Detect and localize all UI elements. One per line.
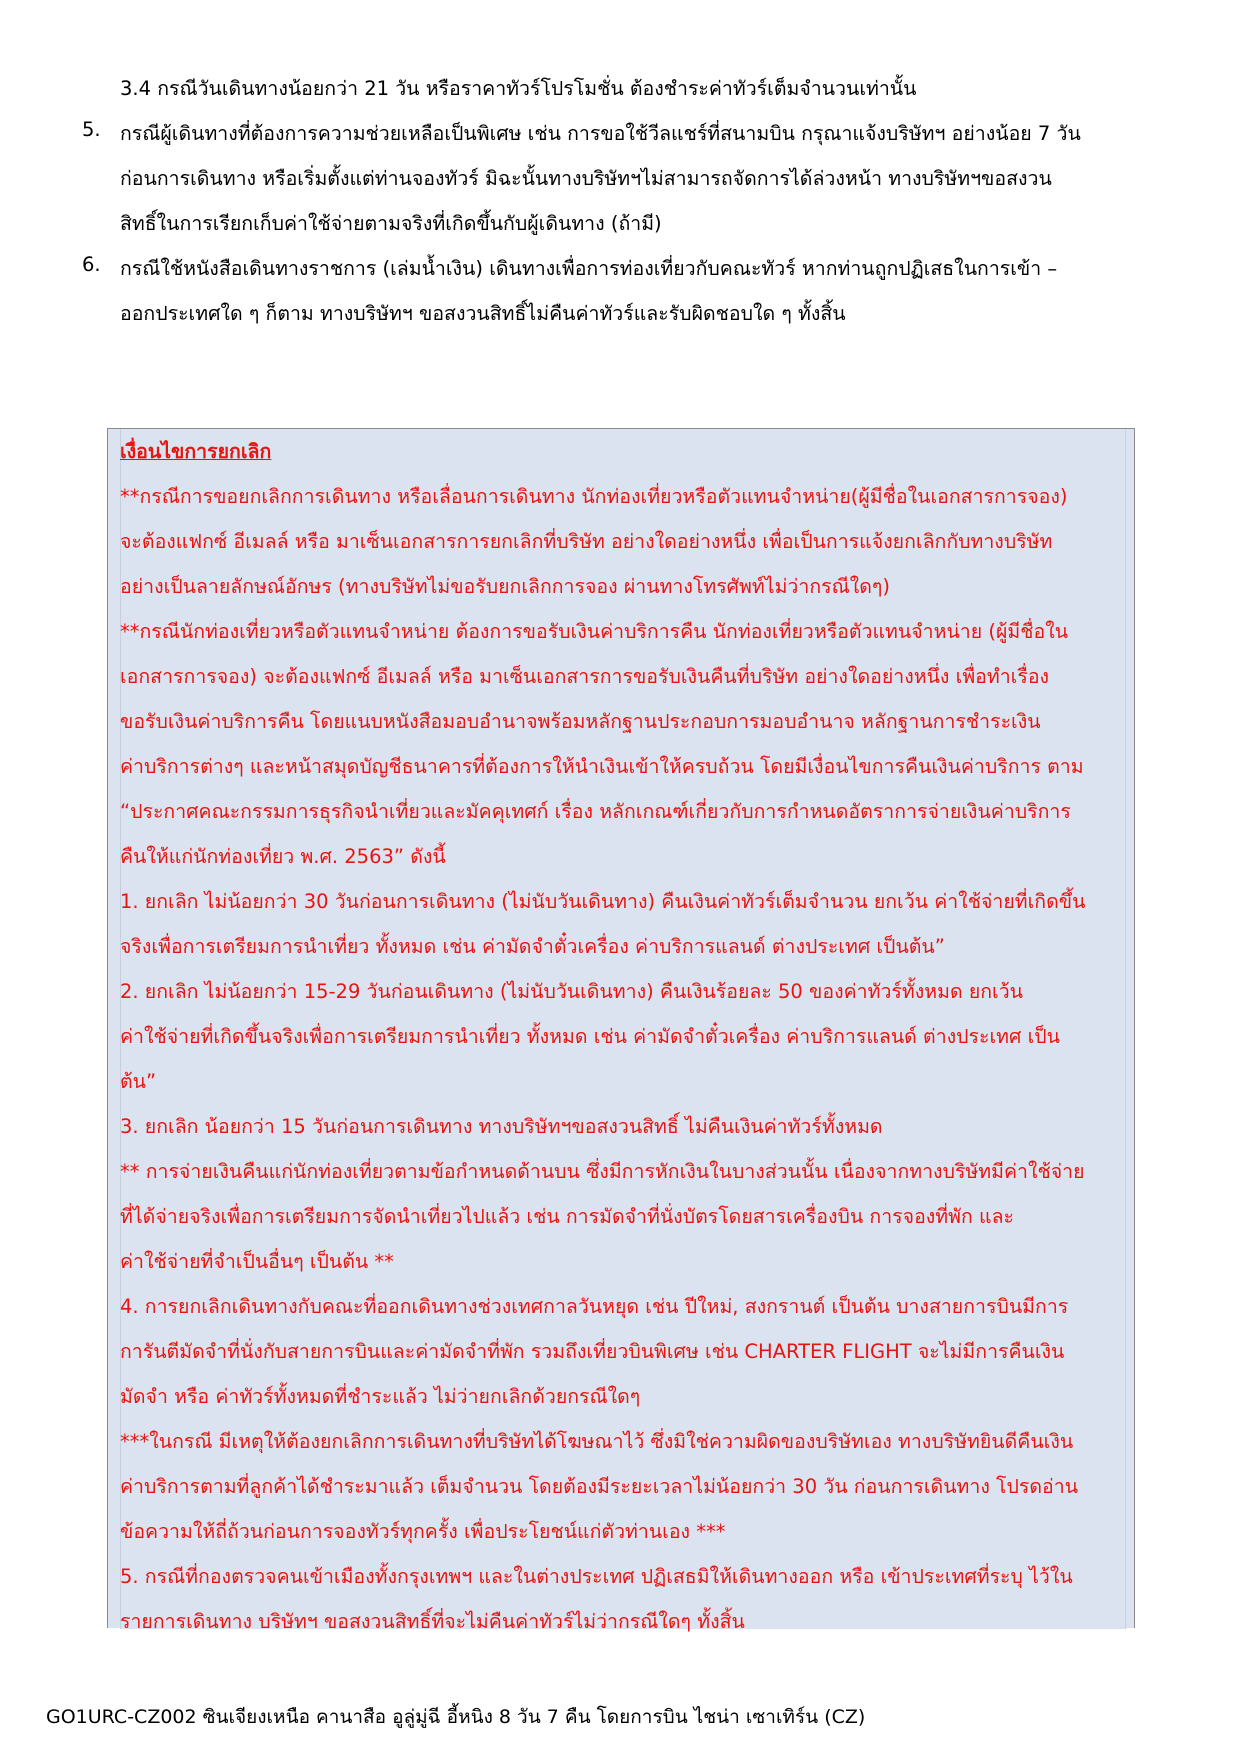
- cancellation-line: “ประกาศคณะกรรมการธุรกิจนำเที่ยวและมัคคุเทศก์ เรื่อง หลักเกณฑ์เกี่ยวกับการกำหนดอัตราการจ่ายเงินค่าบริการ: [120, 800, 1071, 823]
- item-5-line: ก่อนการเดินทาง หรือเริ่มตั้งแต่ท่านจองทัวร์ มิฉะนั้นทางบริษัทฯไม่สามารถจัดการได้ล่วงหน้า ทางบริษัทฯขอสงวน: [120, 167, 1052, 190]
- cancellation-line: มัดจำ หรือ ค่าทัวร์ทั้งหมดที่ชำระแล้ว ไม่ว่ายกเลิกด้วยกรณีใดๆ: [120, 1385, 641, 1408]
- item-3-4: 3.4 กรณีวันเดินทางน้อยกว่า 21 วัน หรือราคาทัวร์โปรโมชั่น ต้องชำระค่าทัวร์เต็มจำนวนเท่านั้น: [120, 77, 917, 100]
- cancellation-line: ค่าใช้จ่ายที่เกิดขึ้นจริงเพื่อการเตรียมการนำเที่ยว ทั้งหมด เช่น ค่ามัดจำตั๋วเครื่อง ค่าบริการแลนด์ ต่างประเทศ เป็น: [120, 1025, 1060, 1048]
- item-5-line: กรณีผู้เดินทางที่ต้องการความช่วยเหลือเป็นพิเศษ เช่น การขอใช้วีลแชร์ที่สนามบิน กรุณาแจ้งบริษัทฯ อย่างน้อย 7 วัน: [120, 122, 1081, 145]
- cancellation-line: เอกสารการจอง) จะต้องแฟกซ์ อีเมลล์ หรือ มาเซ็นเอกสารการขอรับเงินคืนที่บริษัท อย่างใดอย่างหนึ่ง เพื่อทำเรื่อง: [120, 665, 1050, 688]
- cancellation-line: จริงเพื่อการเตรียมการนำเที่ยว ทั้งหมด เช่น ค่ามัดจำตั๋วเครื่อง ค่าบริการแลนด์ ต่างประเทศ เป็นต้น”: [120, 935, 945, 958]
- cancellation-line: 4. การยกเลิกเดินทางกับคณะที่ออกเดินทางช่วงเทศกาลวันหยุด เช่น ปีใหม่, สงกรานต์ เป็นต้น บางสายการบินมีการ: [120, 1295, 1069, 1318]
- cancellation-line: 1. ยกเลิก ไม่น้อยกว่า 30 วันก่อนการเดินทาง (ไม่นับวันเดินทาง) คืนเงินค่าทัวร์เต็มจำนวน ยกเว้น ค่าใช้จ่ายที่เกิดขึ้น: [120, 890, 1086, 913]
- cancellation-line: ค่าใช้จ่ายที่จำเป็นอื่นๆ เป็นต้น **: [120, 1250, 394, 1273]
- cancellation-line: 3. ยกเลิก น้อยกว่า 15 วันก่อนการเดินทาง ทางบริษัทฯขอสงวนสิทธิ์ ไม่คืนเงินค่าทัวร์ทั้งหมด: [120, 1115, 883, 1138]
- cancellation-line: **กรณีการขอยกเลิกการเดินทาง หรือเลื่อนการเดินทาง นักท่องเที่ยวหรือตัวแทนจำหน่าย(ผู้มีชื่อในเอกสารการจอง): [120, 485, 1068, 508]
- cancellation-line: ค่าบริการตามที่ลูกค้าได้ชำระมาแล้ว เต็มจำนวน โดยต้องมีระยะเวลาไม่น้อยกว่า 30 วัน ก่อนการเดินทาง โปรดอ่าน: [120, 1475, 1079, 1498]
- cancellation-line: ***ในกรณี มีเหตุให้ต้องยกเลิกการเดินทางที่บริษัทได้โฆษณาไว้ ซึ่งมิใช่ความผิดของบริษัทเอง ทางบริษัทยินดีคืนเงิน: [120, 1430, 1074, 1453]
- item-5-line: สิทธิ์ในการเรียกเก็บค่าใช้จ่ายตามจริงที่เกิดขึ้นกับผู้เดินทาง (ถ้ามี): [120, 212, 662, 235]
- cancellation-line: **กรณีนักท่องเที่ยวหรือตัวแทนจำหน่าย ต้องการขอรับเงินค่าบริการคืน นักท่องเที่ยวหรือตัวแทนจำหน่าย (ผู้มีชื่อใน: [120, 620, 1069, 643]
- cancellation-line: ที่ได้จ่ายจริงเพื่อการเตรียมการจัดนำเที่ยวไปแล้ว เช่น การมัดจำที่นั่งบัตรโดยสารเครื่องบิน การจองที่พัก และ: [120, 1205, 1015, 1228]
- cancellation-heading: เงื่อนไขการยกเลิก: [120, 440, 272, 463]
- cancellation-line: ข้อความให้ถี่ถ้วนก่อนการจองทัวร์ทุกครั้ง เพื่อประโยชน์แก่ตัวท่านเอง ***: [120, 1520, 726, 1543]
- cancellation-line: ค่าบริการต่างๆ และหน้าสมุดบัญชีธนาคารที่ต้องการให้นำเงินเข้าให้ครบถ้วน โดยมีเงื่อนไขการคืนเงินค่าบริการ ตาม: [120, 755, 1084, 778]
- page-footer: GO1URC-CZ002 ซินเจียงเหนือ คานาสือ อูลู่มู่ฉี อี้หนิง 8 วัน 7 คืน โดยการบิน ไชน่า เซาเทิร์น (CZ): [46, 1706, 866, 1728]
- cancellation-line: 2. ยกเลิก ไม่น้อยกว่า 15-29 วันก่อนเดินทาง (ไม่นับวันเดินทาง) คืนเงินร้อยละ 50 ของค่าทัวร์ทั้งหมด ยกเว้น: [120, 980, 1023, 1003]
- cancellation-line: ต้น”: [120, 1070, 157, 1093]
- cancellation-line: การันตีมัดจำที่นั่งกับสายการบินและค่ามัดจำที่พัก รวมถึงเที่ยวบินพิเศษ เช่น CHARTER FLIGHT จะไม่มีการคืนเงิน: [120, 1340, 1065, 1363]
- item-6-line: ออกประเทศใด ๆ ก็ตาม ทางบริษัทฯ ขอสงวนสิทธิ์ไม่คืนค่าทัวร์และรับผิดชอบใด ๆ ทั้งสิ้น: [120, 302, 846, 325]
- cancellation-line: อย่างเป็นลายลักษณ์อักษร (ทางบริษัทไม่ขอรับยกเลิกการจอง ผ่านทางโทรศัพท์ไม่ว่ากรณีใดๆ): [120, 575, 890, 598]
- cancellation-line: ขอรับเงินค่าบริการคืน โดยแนบหนังสือมอบอำนาจพร้อมหลักฐานประกอบการมอบอำนาจ หลักฐานการชำระเงิน: [120, 710, 1041, 733]
- item-6-number: 6.: [82, 253, 101, 276]
- cancellation-line: คืนให้แก่นักท่องเที่ยว พ.ศ. 2563” ดังนี้: [120, 845, 446, 868]
- cancellation-line: จะต้องแฟกซ์ อีเมลล์ หรือ มาเซ็นเอกสารการยกเลิกที่บริษัท อย่างใดอย่างหนึ่ง เพื่อเป็นการแจ้งยกเลิกกับทางบริษัท: [120, 530, 1053, 553]
- cancellation-line: ** การจ่ายเงินคืนแก่นักท่องเที่ยวตามข้อกำหนดด้านบน ซึ่งมีการหักเงินในบางส่วนนั้น เนื่องจากทางบริษัทมีค่าใช้จ่าย: [120, 1160, 1085, 1183]
- cancellation-line: รายการเดินทาง บริษัทฯ ขอสงวนสิทธิ์ที่จะไม่คืนค่าทัวร์ไม่ว่ากรณีใดๆ ทั้งสิ้น: [120, 1610, 745, 1633]
- cancellation-line: 5. กรณีที่กองตรวจคนเข้าเมืองทั้งกรุงเทพฯ และในต่างประเทศ ปฏิเสธมิให้เดินทางออก หรือ เข้าประเทศที่ระบุ ไว้ใน: [120, 1565, 1073, 1588]
- item-6-line: กรณีใช้หนังสือเดินทางราชการ (เล่มน้ำเงิน) เดินทางเพื่อการท่องเที่ยวกับคณะทัวร์ หากท่านถูกปฏิเสธในการเข้า –: [120, 257, 1058, 280]
- item-5-number: 5.: [82, 118, 101, 141]
